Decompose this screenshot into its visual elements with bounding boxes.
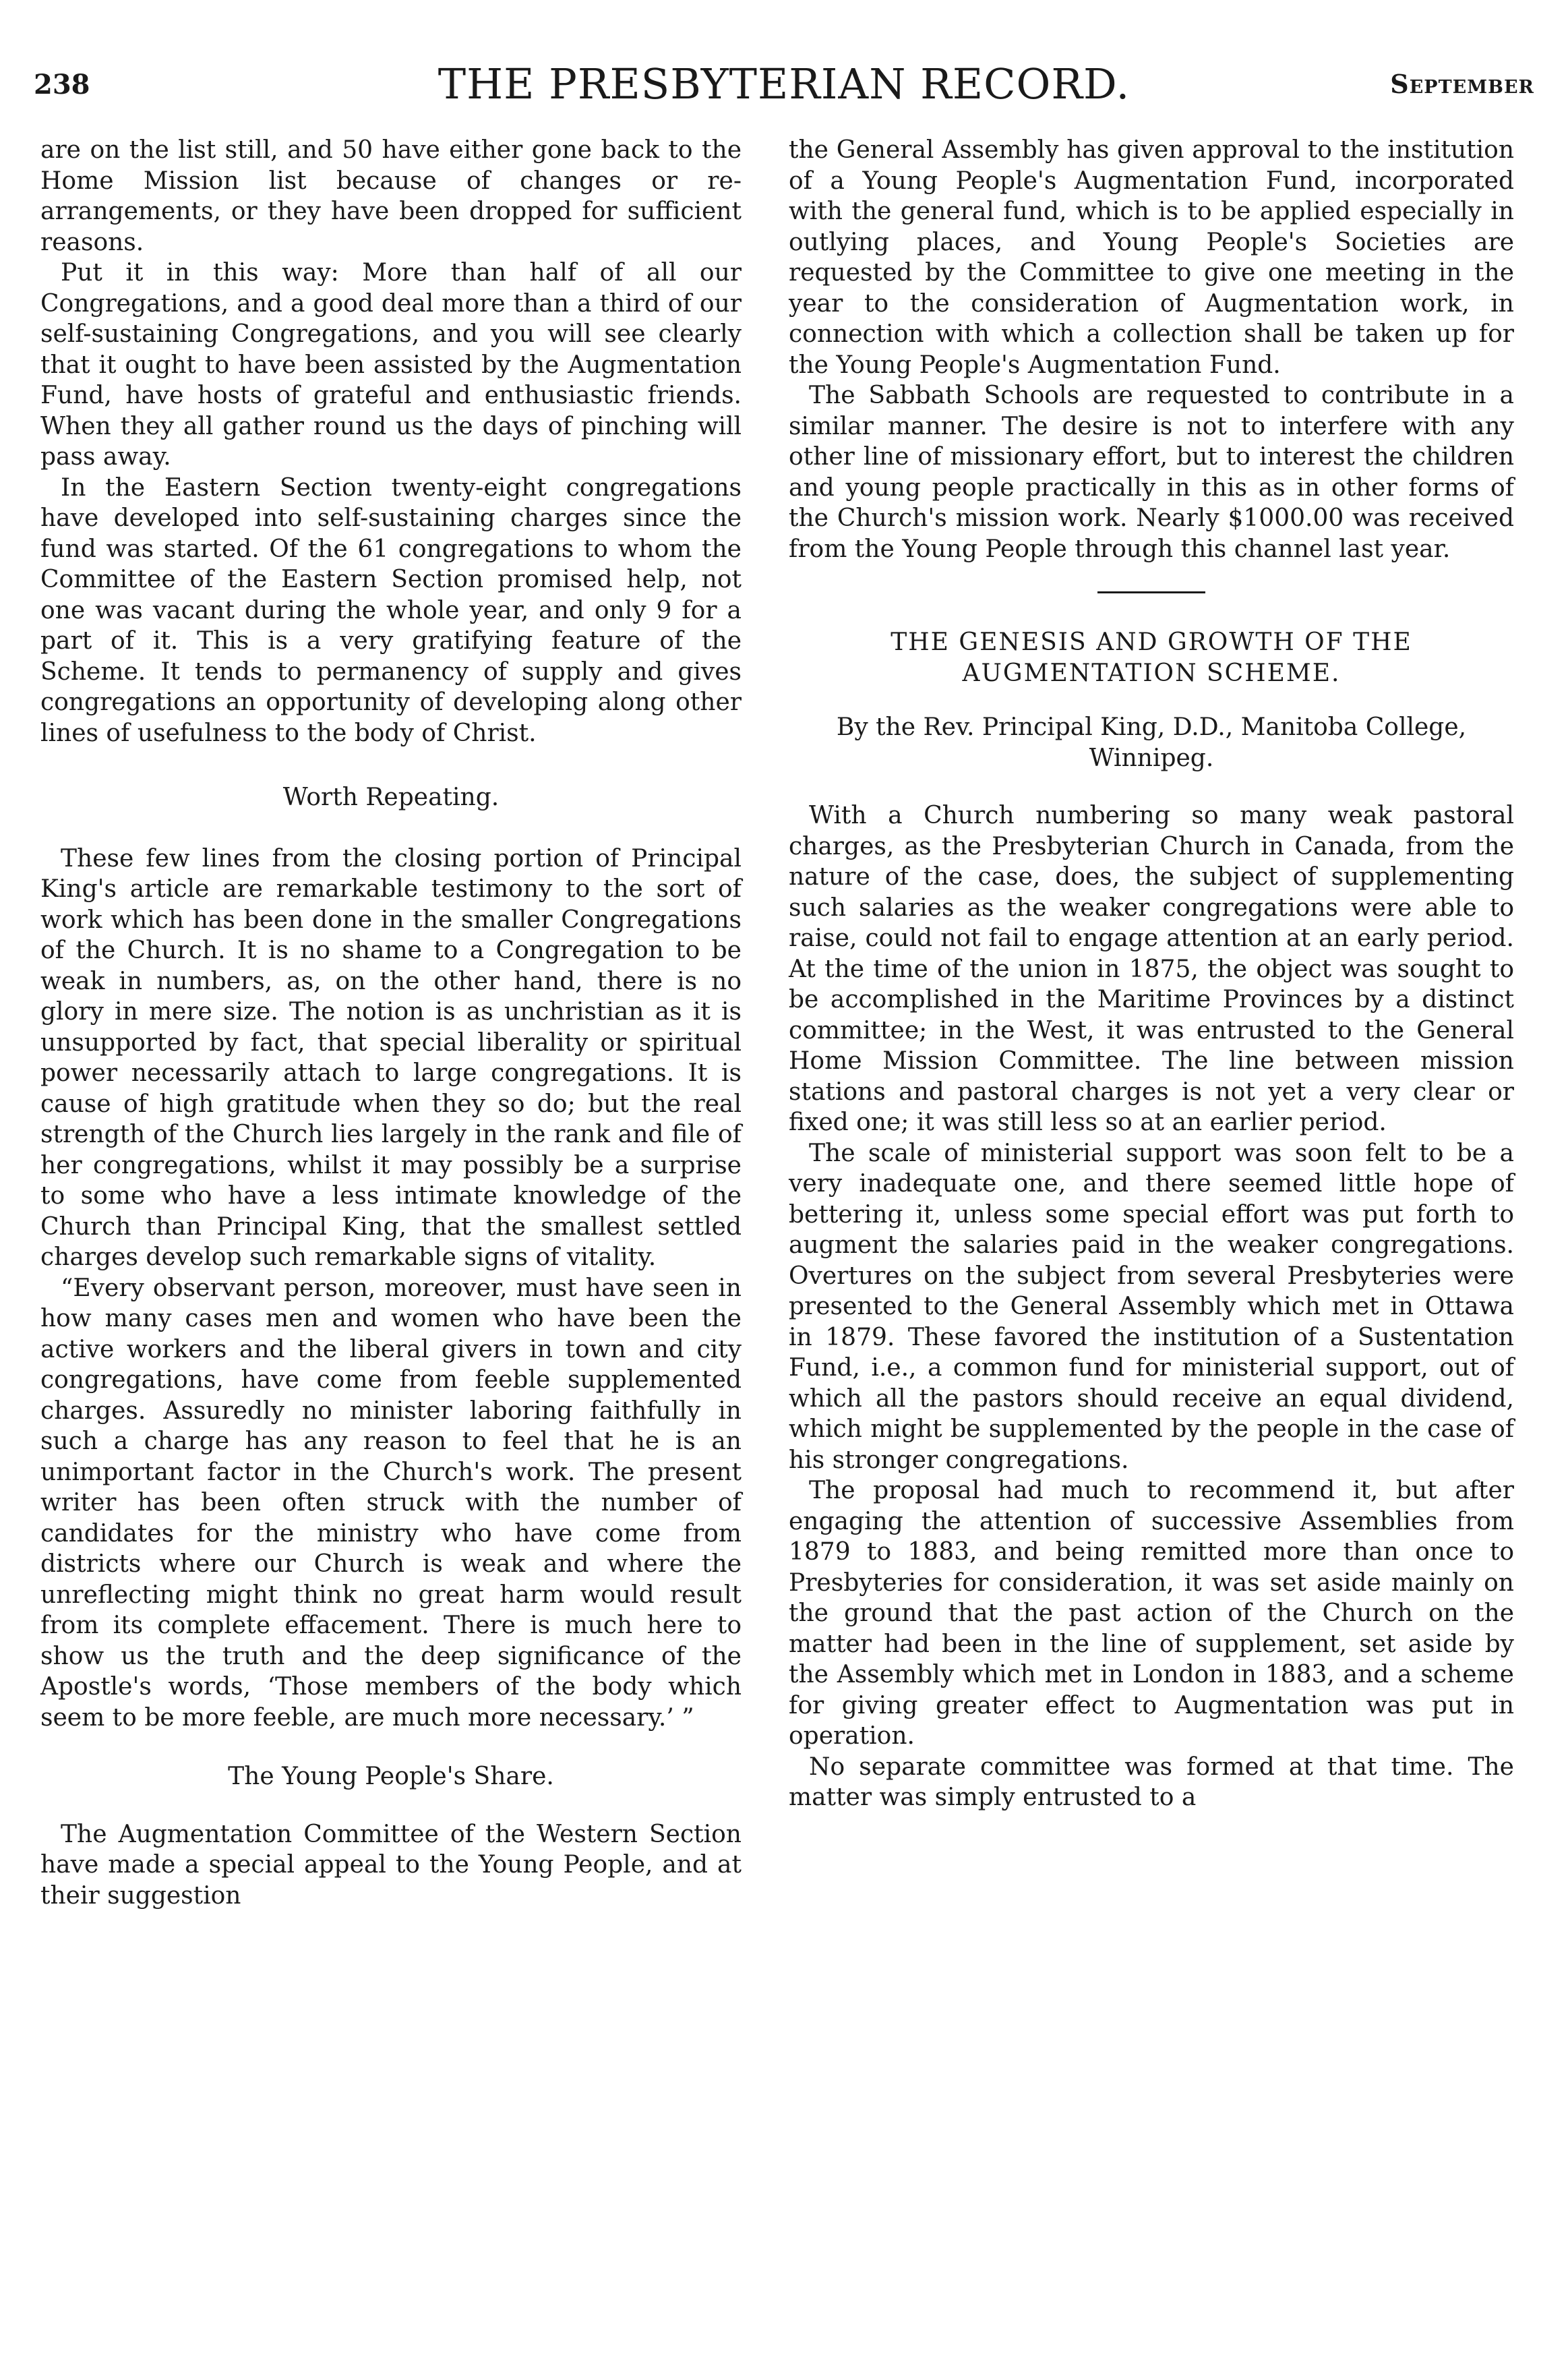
- paragraph: In the Eastern Section twenty-eight congregations have developed into self-sustaining charges since the fund was started. Of the 61 congregations to whom the Committee of the Eastern Section promised help, not one was vacant during the whole year, and only 9 for a part of it. This is a very gratifying feature of the Scheme. It tends to permanency of supply and gives congregations an opportunity of developing along other lines of usefulness to the body of Christ.: [40, 473, 742, 747]
- quotation-paragraph: “Every observant person, moreover, must have seen in how many cases men and women who have been the active workers and the liberal givers in town and city congregations, have come from feeble supplemented charges. Assuredly no minister laboring faithfully in such a charge has any reason to feel that he is an unimportant factor in the Church's work. The present writer has been often struck with the number of candidates for the ministry who have come from districts where our Church is weak and where the unreflecting might think no great harm would result from its complete effacement. There is much here to show us the truth and the deep significance of the Apostle's words, ‘Those members of the body which seem to be more feeble, are much more necessary.’ ”: [40, 1274, 742, 1732]
- paragraph-continued: the General Assembly has given approval to the institution of a Young People's Augmentation Fund, incorporated with the general fund, which is to be applied especially in outlying places, and Young People's Societies are requested by the Committee to give one meeting in the year to the consideration of Augmentation work, in connection with which a collection shall be taken up for the Young People's Augmentation Fund.: [789, 136, 1514, 379]
- page-header: [34, 59, 1534, 113]
- section-heading-young-peoples-share: The Young People's Share.: [228, 1763, 554, 1790]
- paragraph: The Sabbath Schools are requested to contribute in a similar manner. The desire is not to interfere with any other line of missionary effort, but to interest the children and young people practically in this as in other forms of the Church's mission work. Nearly $1000.00 was received from the Young People through this channel last year.: [789, 382, 1514, 563]
- right-column: [789, 135, 1514, 1813]
- paragraph: The scale of ministerial support was soon felt to be a very inadequate one, and there seemed little hope of bettering it, unless some special effort was put forth to augment the salaries paid in the weaker congregations. Overtures on the subject from several Presbyteries were presented to the General Assembly which met in Ottawa in 1879. These favored the institution of a Sustentation Fund, i.e., a common fund for ministerial support, out of which all the pastors should receive an equal dividend, which might be supplemented by the people in the case of his stronger congregations.: [789, 1139, 1514, 1474]
- article-title: THE GENESIS AND GROWTH OF THE AUGMENTATION SCHEME.: [891, 628, 1412, 687]
- paragraph: These few lines from the closing portion of Principal King's article are remarkable testimony to the sort of work which has been done in the smaller Congregations of the Church. It is no shame to a Congregation to be weak in numbers, as, on the other hand, there is no glory in mere size. The notion is as unchristian as it is unsupported by fact, that special liberality or spiritual power necessarily attach to large congregations. It is cause of high gratitude when they so do; but the real strength of the Church lies largely in the rank and file of her congregations, whilst it may possibly be a surprise to some who have a less intimate knowledge of the Church than Principal King, that the smallest settled charges develop such remarkable signs of vitality.: [40, 844, 742, 1271]
- paragraph-continued: are on the list still, and 50 have either gone back to the Home Mission list because of changes or re-arrangements, or they have been dropped for sufficient reasons.: [40, 136, 742, 256]
- paragraph: Put it in this way: More than half of all our Congregations, and a good deal more than a third of our self-sustaining Congregations, and you will see clearly that it ought to have been assisted by the Augmentation Fund, have hosts of grateful and enthusiastic friends. When they all gather round us the days of pinching will pass away.: [40, 259, 742, 471]
- paragraph: The proposal had much to recommend it, but after engaging the attention of successive Assemblies from 1879 to 1883, and being remitted more than once to Presbyteries for consideration, it was set aside mainly on the ground that the past action of the Church on the matter had been in the line of supplement, set aside by the Assembly which met in London in 1883, and a scheme for giving greater effect to Augmentation was put in operation.: [789, 1477, 1514, 1750]
- paragraph: The Augmentation Committee of the Western Section have made a special appeal to the Young People, and at their suggestion: [40, 1820, 742, 1910]
- paragraph: With a Church numbering so many weak pastoral charges, as the Presbyterian Church in Canada, from the nature of the case, does, the subject of supplementing such salaries as the weaker congregations were able to raise, could not fail to engage attention at an early period. At the time of the union in 1875, the object was sought to be accomplished in the Maritime Provinces by a distinct committee; in the West, it was entrusted to the General Home Mission Committee. The line between mission stations and pastoral charges is not yet a very clear or fixed one; it was still less so at an earlier period.: [789, 802, 1514, 1136]
- article-byline: By the Rev. Principal King, D.D., Manitoba College, Winnipeg.: [836, 713, 1467, 772]
- paragraph: No separate committee was formed at that time. The matter was simply entrusted to a: [789, 1753, 1514, 1811]
- section-heading-worth-repeating: Worth Repeating.: [282, 784, 500, 811]
- left-column: [40, 135, 742, 1911]
- issue-month: September: [1390, 69, 1534, 99]
- publication-title: THE PRESBYTERIAN RECORD.: [438, 59, 1130, 109]
- page-number: 238: [34, 69, 90, 100]
